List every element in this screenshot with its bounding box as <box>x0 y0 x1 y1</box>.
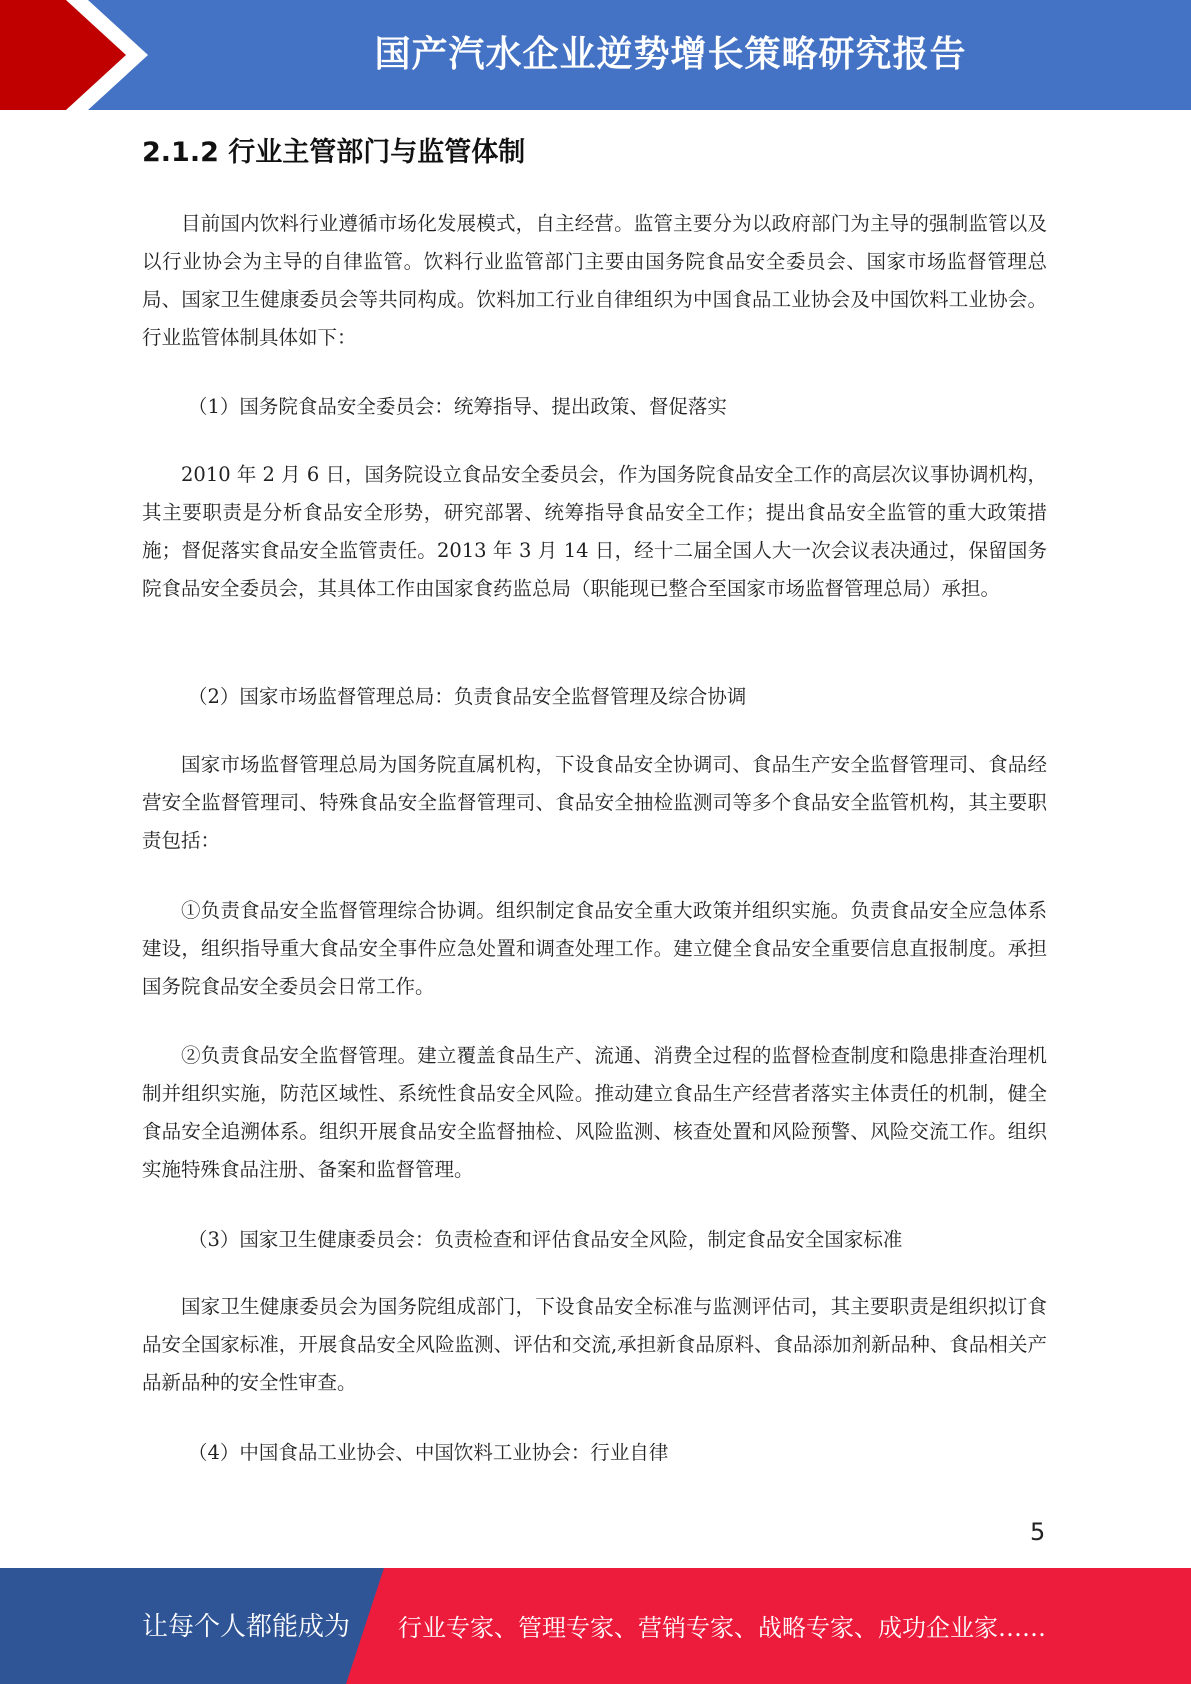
section-heading: 2.1.2 行业主管部门与监管体制 <box>142 137 526 168</box>
subheading-4: （4）中国食品工业协会、中国饮料工业协会：行业自律 <box>188 1441 669 1464</box>
subheading-1: （1）国务院食品安全委员会：统筹指导、提出政策、督促落实 <box>188 395 727 418</box>
paragraph-nhc: 国家卫生健康委员会为国务院组成部门，下设食品安全标准与监测评估司，其主要职责是组织拟订食品安全国家标准，开展食品安全风险监测、评估和交流,承担新食品原料、食品添加剂新品种、食品相关产品新品种的安全性审查。 <box>142 1295 1047 1394</box>
paragraph-duty-2: ②负责食品安全监督管理。建立覆盖食品生产、流通、消费全过程的监督检查制度和隐患排查治理机制并组织实施，防范区域性、系统性食品安全风险。推动建立食品生产经营者落实主体责任的机制，健全食品安全追溯体系。组织开展食品安全监督抽检、风险监测、核查处置和风险预警、风险交流工作。组织实施特殊食品注册、备案和监督管理。 <box>142 1044 1047 1181</box>
paragraph-duty-1: ①负责食品安全监督管理综合协调。组织制定食品安全重大政策并组织实施。负责食品安全应急体系建设，组织指导重大食品安全事件应急处置和调查处理工作。建立健全食品安全重要信息直报制度。承担国务院食品安全委员会日常工作。 <box>142 899 1047 998</box>
red-arrow-icon <box>0 0 160 110</box>
page-header <box>0 0 1191 110</box>
page-footer <box>0 1568 1191 1684</box>
subheading-3: （3）国家卫生健康委员会：负责检查和评估食品安全风险，制定食品安全国家标准 <box>188 1228 903 1251</box>
report-title: 国产汽水企业逆势增长策略研究报告 <box>374 34 967 75</box>
footer-slogan-right: 行业专家、管理专家、营销专家、战略专家、成功企业家…… <box>398 1614 1046 1642</box>
paragraph-food-safety-commission: 2010 年 2 月 6 日，国务院设立食品安全委员会，作为国务院食品安全工作的高层次议事协调机构，其主要职责是分析食品安全形势，研究部署、统筹指导食品安全工作；提出食品安全监管的重大政策措施；督促落实食品安全监管责任。2013 年 3 月 14 日，经十二届全国人大一次会议表决通过，保留国务院食品安全委员会，其具体工作由国家食药监总局（职能现已整合至国家市场监督管理总局）承担。 <box>142 463 1047 600</box>
subheading-2: （2）国家市场监督管理总局：负责食品安全监督管理及综合协调 <box>188 685 747 708</box>
paragraph-intro: 目前国内饮料行业遵循市场化发展模式，自主经营。监管主要分为以政府部门为主导的强制监管以及以行业协会为主导的自律监管。饮料行业监管部门主要由国务院食品安全委员会、国家市场监督管理总局、国家卫生健康委员会等共同构成。饮料加工行业自律组织为中国食品工业协会及中国饮料工业协会。行业监管体制具体如下： <box>142 212 1047 349</box>
paragraph-samr: 国家市场监督管理总局为国务院直属机构，下设食品安全协调司、食品生产安全监督管理司、食品经营安全监督管理司、特殊食品安全监督管理司、食品安全抽检监测司等多个食品安全监管机构，其主要职责包括： <box>142 753 1047 852</box>
footer-slogan-left: 让每个人都能成为 <box>142 1612 351 1642</box>
page-number: 5 <box>1030 1518 1046 1546</box>
